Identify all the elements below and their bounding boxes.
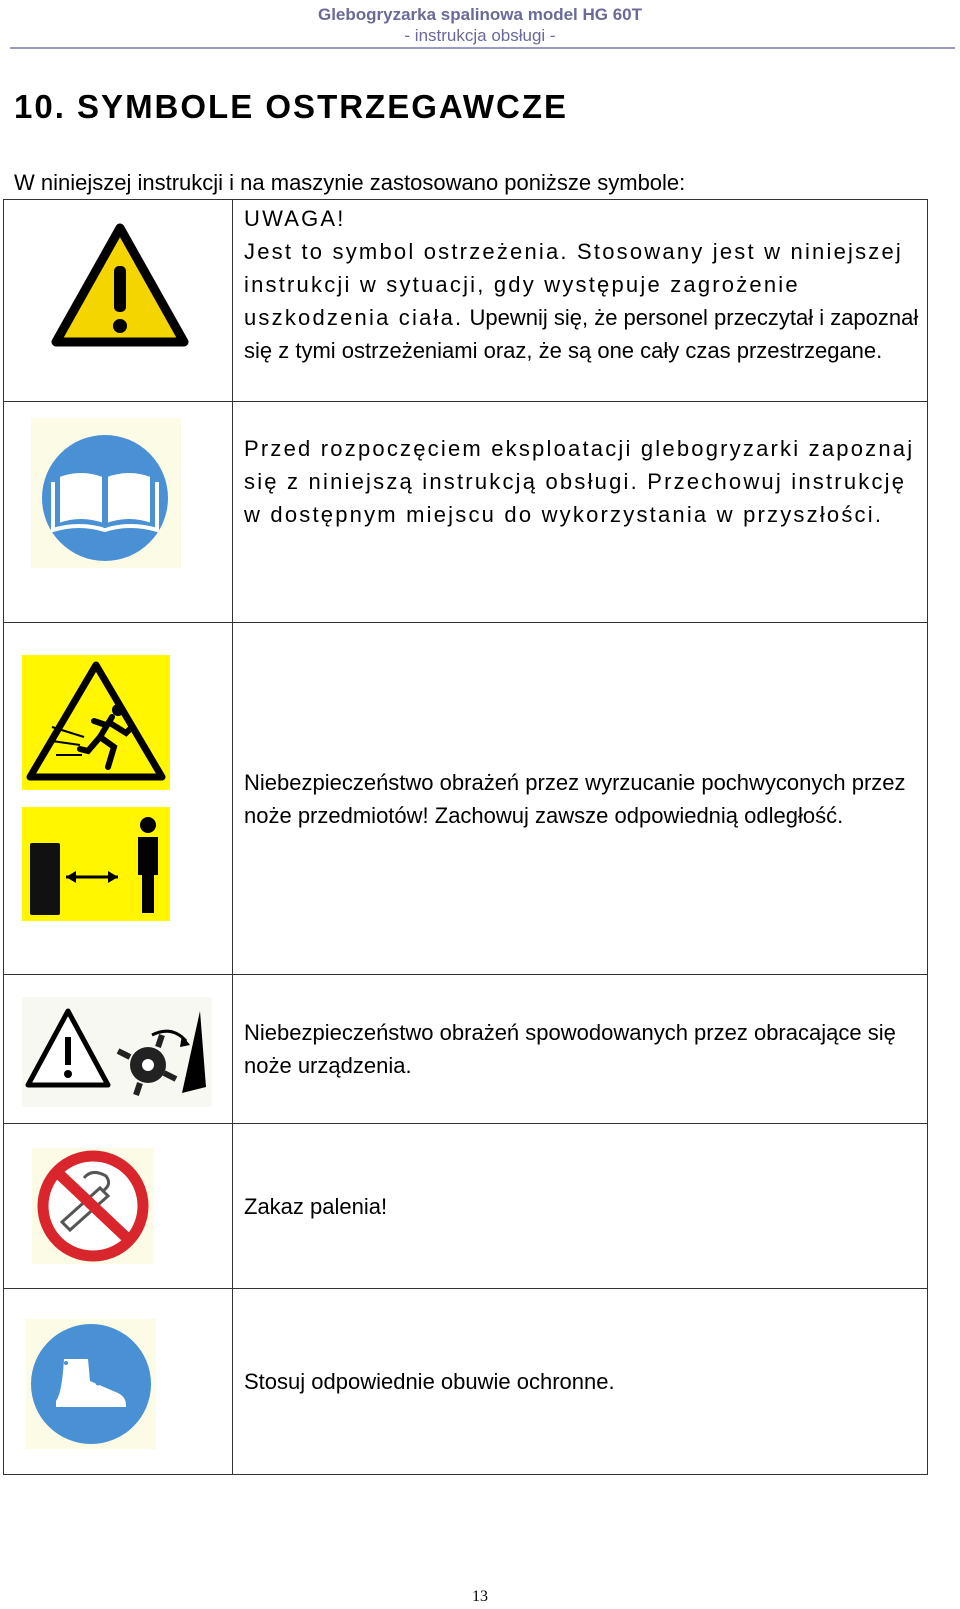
symbol-row	[4, 1124, 928, 1289]
thrown-objects-icon	[22, 655, 172, 925]
read-manual-icon	[31, 418, 181, 568]
safety-boots-icon	[26, 1319, 156, 1449]
symbol-row	[4, 200, 928, 402]
symbol-row	[4, 623, 928, 975]
intro-text: W niniejszej instrukcji i na maszynie zastosowano poniższe symbole:	[14, 170, 686, 195]
no-smoking-icon	[32, 1148, 154, 1264]
symbol-row	[4, 1289, 928, 1475]
rotating-blades-icon	[22, 997, 212, 1107]
symbols-table	[3, 199, 928, 1475]
symbol-description	[233, 200, 928, 402]
symbol-icon-cell	[4, 200, 233, 402]
page-header	[0, 4, 960, 46]
page-number: 13	[472, 1588, 488, 1605]
symbol-row	[4, 402, 928, 623]
header-divider	[10, 47, 955, 49]
symbol-icon-cell	[4, 402, 233, 623]
warning-text-spaced: Jest to symbol ostrzeżenia. Stosowany jest w niniejszej instrukcji w sytuacji, gdy występuje zagrożenie uszkodzenia ciała.	[244, 239, 904, 330]
warning-text: Upewnij się, że personel przeczytał i zapoznał się z tymi ostrzeżeniami oraz, że są one cały czas przestrzegane.	[244, 305, 919, 363]
warning-exclamation-icon	[50, 222, 190, 352]
symbol-row	[4, 975, 928, 1124]
symbol-description: Stosuj odpowiednie obuwie ochronne.	[233, 1289, 928, 1475]
document-title: Glebogryzarka spalinowa model HG 60T	[317, 5, 643, 24]
symbol-description: Przed rozpoczęciem eksploatacji glebogryzarki zapoznaj się z niniejszą instrukcją obsługi. Przechowuj instrukcję w dostępnym miejscu do wykorzystania w przyszłości.	[233, 402, 928, 623]
symbol-icon-cell	[4, 975, 233, 1124]
symbol-description: Niebezpieczeństwo obrażeń spowodowanych przez obracające się noże urządzenia.	[233, 975, 928, 1124]
symbol-icon-cell	[4, 1124, 233, 1289]
document-subtitle: - instrukcja obsługi -	[404, 26, 556, 45]
section-title: 10. SYMBOLE OSTRZEGAWCZE	[14, 88, 569, 125]
symbol-description: Niebezpieczeństwo obrażeń przez wyrzucanie pochwyconych przez noże przedmiotów! Zachowuj zawsze odpowiednią odległość.	[233, 623, 928, 975]
symbol-icon-cell	[4, 623, 233, 975]
symbol-description: Zakaz palenia!	[233, 1124, 928, 1289]
warning-heading: UWAGA!	[244, 206, 346, 231]
symbol-icon-cell	[4, 1289, 233, 1475]
